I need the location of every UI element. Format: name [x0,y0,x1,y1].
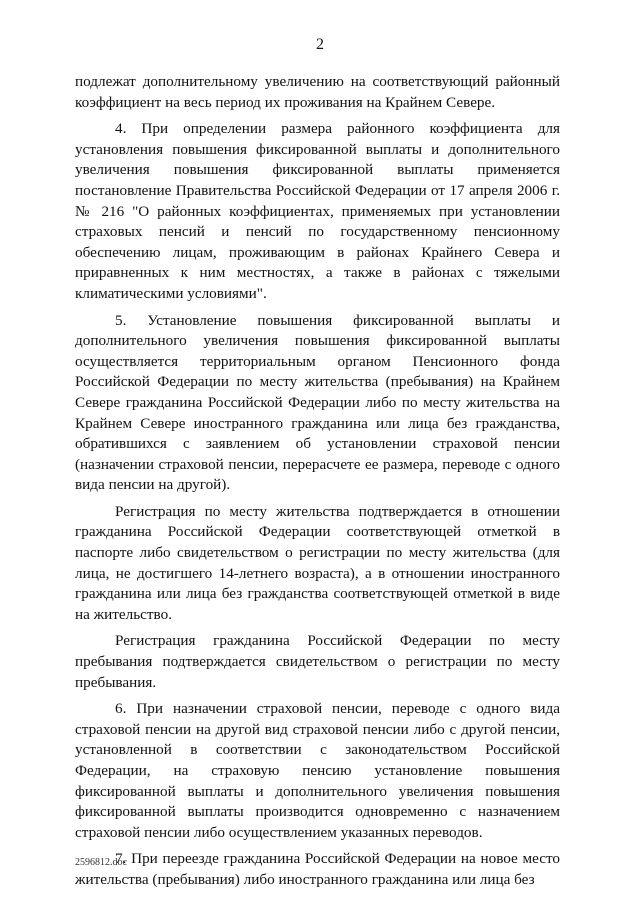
document-body [75,72,560,897]
paragraph-item-6: 6. При назначении страховой пенсии, переводе с одного вида страховой пенсии на другой вид страховой пенсии либо с другой пенсии, установленной в соответствии с законодательством Российской Федерации, на страховую пенсию установление повышения фиксированной выплаты и дополнительного увеличения повышения фиксированной выплаты производится одновременно с назначением страховой пенсии либо осуществлением указанных переводов. [75,700,560,841]
paragraph-item-7: 7. При переезде гражданина Российской Федерации на новое место жительства (пребывания) либо иностранного гражданина или лица без [75,850,560,888]
paragraph-stay-registration: Регистрация гражданина Российской Федерации по месту пребывания подтверждается свидетельством о регистрации по месту пребывания. [75,632,560,691]
paragraph-item-5: 5. Установление повышения фиксированной выплаты и дополнительного увеличения повышения фиксированной выплаты осуществляется территориальным органом Пенсионного фонда Российской Федерации по месту жительства (пребывания) на Крайнем Севере гражданина Российской Федерации либо по месту жительства на Крайнем Севере иностранного гражданина или лица без гражданства, обратившихся с заявлением об установлении страховой пенсии (назначении страховой пенсии, перерасчете ее размера, переводе с одного вида пенсии на другой). [75,311,560,494]
paragraph-continuation: подлежат дополнительному увеличению на соответствующий районный коэффициент на весь период их проживания на Крайнем Севере. [75,73,560,111]
page-number: 2 [316,36,324,53]
paragraph-item-4: 4. При определении размера районного коэффициента для установления повышения фиксированной выплаты и дополнительного увеличения повышения фиксированной выплаты применяется постановление Правительства Российской Федерации от 17 апреля 2006 г. № 216 "О районных коэффициентах, применяемых при установлении страховых пенсий и пенсий по государственному пенсионному обеспечению лицам, проживающим в районах Крайнего Севера и приравненных к ним местностях, а также в районах с тяжелыми климатическими условиями". [75,120,560,302]
paragraph-residence-registration: Регистрация по месту жительства подтверждается в отношении гражданина Российской Федерации соответствующей отметкой в паспорте либо свидетельством о регистрации по месту жительства (для лица, не достигшего 14-летнего возраста), а в отношении иностранного гражданина или лица без гражданства соответствующей отметкой в виде на жительство. [75,502,560,623]
file-reference: 2596812.doc [75,857,127,868]
